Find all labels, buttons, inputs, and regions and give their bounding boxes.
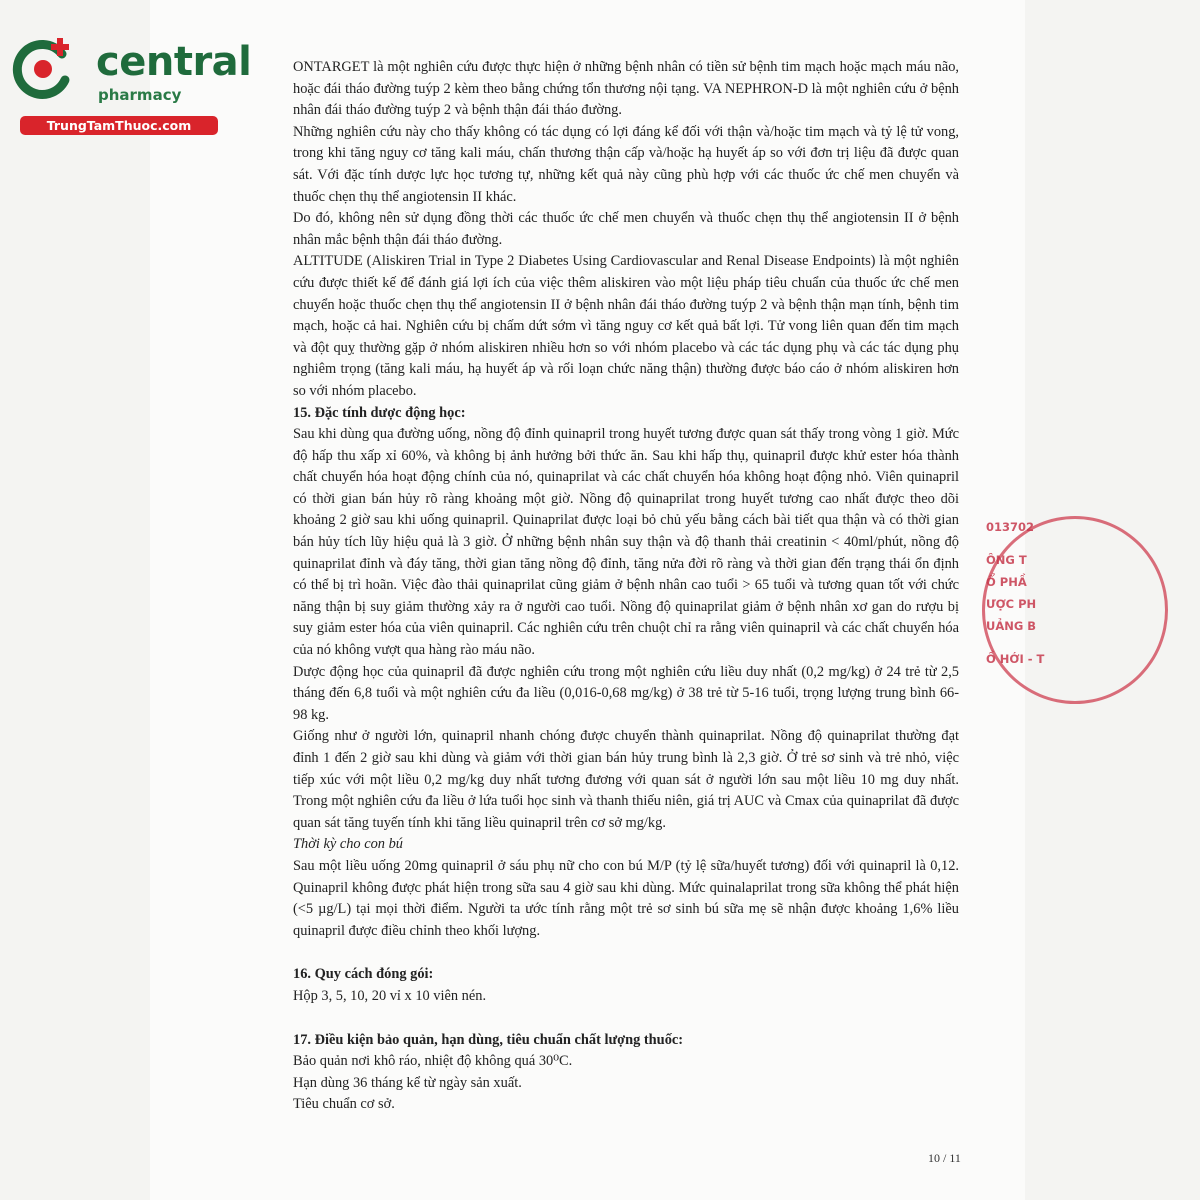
section-heading: 16. Quy cách đóng gói: [293, 966, 434, 983]
paragraph: Tiêu chuẩn cơ sở. [293, 1096, 395, 1113]
paragraph: Sau khi dùng qua đường uống, nồng độ đỉnh quinapril trong huyết tương được quan sát thấy trong vòng 1 giờ. Mức độ hấp thu xấp xỉ 60%, và không bị ảnh hưởng bởi thức ăn. Sau khi hấp thụ, quinapril được khử ester hóa thành chất chuyển hóa hoạt động chính của nó, quinaprilat và các chất chuyển hóa không hoạt động nhỏ. Viên quinapril có thời gian bán hủy rõ ràng khoảng một giờ. Nồng độ quinaprilat trong huyết tương cao nhất được theo dõi khoảng 2 giờ sau khi uống quinapril. Quinaprilat được loại bỏ chủ yếu bằng cách bài tiết qua thận và có thời gian bán hủy tích lũy hiệu quả là 3 giờ. Ở những bệnh nhân suy thận và độ thanh thải creatinin < 40ml/phút, nồng độ quinaprilat đỉnh và đáy tăng, thời gian tăng nồng độ đỉnh, tăng nửa đời rõ ràng và thời gian đến trạng thái ổn định có thể bị trì hoãn. Việc đào thải quinaprilat cũng giảm ở bệnh nhân cao tuổi > 65 tuổi và tương quan tốt với chức năng thận bị suy giảm thường xảy ra ở người cao tuổi. Nồng độ quinaprilat giảm ở bệnh nhân xơ gan do rượu bị suy giảm ester hóa của viên quinapril. Các nghiên cứu trên chuột chỉ ra rằng viên quinapril và các chất chuyển hóa của nó không vượt qua hàng rào máu não. [293, 426, 959, 659]
brand-url-badge[interactable]: TrungTamThuoc.com [20, 116, 218, 135]
brand-logo[interactable] [10, 36, 252, 136]
section-heading: 15. Đặc tính dược động học: [293, 404, 466, 421]
paragraph: Sau một liều uống 20mg quinapril ở sáu phụ nữ cho con bú M/P (tỷ lệ sữa/huyết tương) đối với quinapril là 0,12. Quinapril không được phát hiện trong sữa sau 4 giờ sau khi dùng. Mức quinalaprilat trong sữa không thể phát hiện (<5 µg/L) tại mọi thời điểm. Người ta ước tính rằng một trẻ sơ sinh bú sữa mẹ sẽ nhận được khoảng 1,6% liều quinapril được điều chỉnh theo khối lượng. [293, 857, 959, 939]
stamp-line: 013702 [986, 520, 1035, 534]
paragraph: ALTITUDE (Aliskiren Trial in Type 2 Diabetes Using Cardiovascular and Renal Disease Endpoints) là một nghiên cứu được thiết kế để đánh giá lợi ích của việc thêm aliskiren vào một liệu pháp tiêu chuẩn của thuốc ức chế men chuyển hoặc thuốc chẹn thụ thể angiotensin II ở bệnh nhân đái tháo đường tuýp 2 và bệnh thận mạn tính, bệnh tim mạch, hoặc cả hai. Nghiên cứu bị chấm dứt sớm vì tăng nguy cơ kết quả bất lợi. Tử vong liên quan đến tim mạch và đột quỵ thường gặp ở nhóm aliskiren nhiều hơn so với nhóm placebo và các tác dụng phụ và các tác dụng phụ nghiêm trọng (tăng kali máu, hạ huyết áp và rối loạn chức năng thận) thường được báo cáo ở nhóm aliskiren hơn so với nhóm placebo. [293, 253, 959, 399]
spacer [293, 942, 959, 964]
document-body [293, 57, 959, 1116]
paragraph: Do đó, không nên sử dụng đồng thời các thuốc ức chế men chuyển và thuốc chẹn thụ thể angiotensin II ở bệnh nhân mắc bệnh thận đái tháo đường. [293, 210, 959, 248]
subheading: Thời kỳ cho con bú [293, 836, 403, 853]
paragraph: Hạn dùng 36 tháng kể từ ngày sản xuất. [293, 1074, 522, 1091]
company-stamp [978, 512, 1045, 702]
paragraph: ONTARGET là một nghiên cứu được thực hiện ở những bệnh nhân có tiền sử bệnh tim mạch hoặc mạch máu não, hoặc đái tháo đường tuýp 2 kèm theo bằng chứng tổn thương nội tạng. VA NEPHRON-D là một nghiên cứu ở bệnh nhân đái tháo đường tuýp 2 và bệnh thận đái tháo đường. [293, 59, 959, 119]
central-pharmacy-logo-icon [10, 36, 76, 102]
paragraph: Dược động học của quinapril đã được nghiên cứu trong một nghiên cứu liều duy nhất (0,2 mg/kg) ở 24 trẻ từ 2,5 tháng đến 6,8 tuổi và một nghiên cứu đa liều (0,016-0,68 mg/kg) ở 38 trẻ từ 5-16 tuổi, trọng lượng trung bình 66-98 kg. [293, 663, 959, 723]
page-number: 10 / 11 [928, 1151, 961, 1165]
paragraph: Những nghiên cứu này cho thấy không có tác dụng có lợi đáng kể đối với thận và/hoặc tim mạch và tỷ lệ tử vong, trong khi tăng nguy cơ tăng kali máu, chấn thương thận cấp và/hoặc hạ huyết áp so với đơn trị liệu đã được quan sát. Với đặc tính dược lực học tương tự, những kết quả này cũng phù hợp với các thuốc ức chế men chuyển và thuốc chẹn thụ thể angiotensin II khác. [293, 123, 959, 205]
stamp-line: ƯỢC PH [986, 597, 1037, 611]
brand-subtitle: pharmacy [98, 86, 182, 104]
paragraph: Giống như ở người lớn, quinapril nhanh chóng được chuyển thành quinaprilat. Nồng độ quinaprilat thường đạt đỉnh 1 đến 2 giờ sau khi dùng và giảm với thời gian bán hủy trung bình là 2,3 giờ. Ở trẻ sơ sinh và trẻ nhỏ, việc tiếp xúc với một liều 0,2 mg/kg duy nhất tương đương với quan sát ở người lớn sau một liều 10 mg duy nhất. Trong một nghiên cứu đa liều ở lứa tuổi học sinh và thanh thiếu niên, giá trị AUC và Cmax của quinaprilat đã được quan sát tăng tuyến tính khi tăng liều quinapril trên cơ sở mg/kg. [293, 728, 959, 831]
section-heading: 17. Điều kiện bảo quản, hạn dùng, tiêu chuẩn chất lượng thuốc: [293, 1031, 684, 1048]
paragraph: Hộp 3, 5, 10, 20 vỉ x 10 viên nén. [293, 987, 487, 1004]
brand-name: central [96, 39, 252, 85]
paragraph: Bảo quản nơi khô ráo, nhiệt độ không quá 30⁰C. [293, 1053, 573, 1070]
spacer [293, 1008, 959, 1030]
stamp-line: ÔNG T [986, 553, 1027, 567]
stamp-line: Ổ PHẦ [986, 575, 1027, 589]
stamp-line: Ồ HỚI - T [986, 652, 1045, 666]
stamp-line: UẢNG B [986, 619, 1037, 633]
